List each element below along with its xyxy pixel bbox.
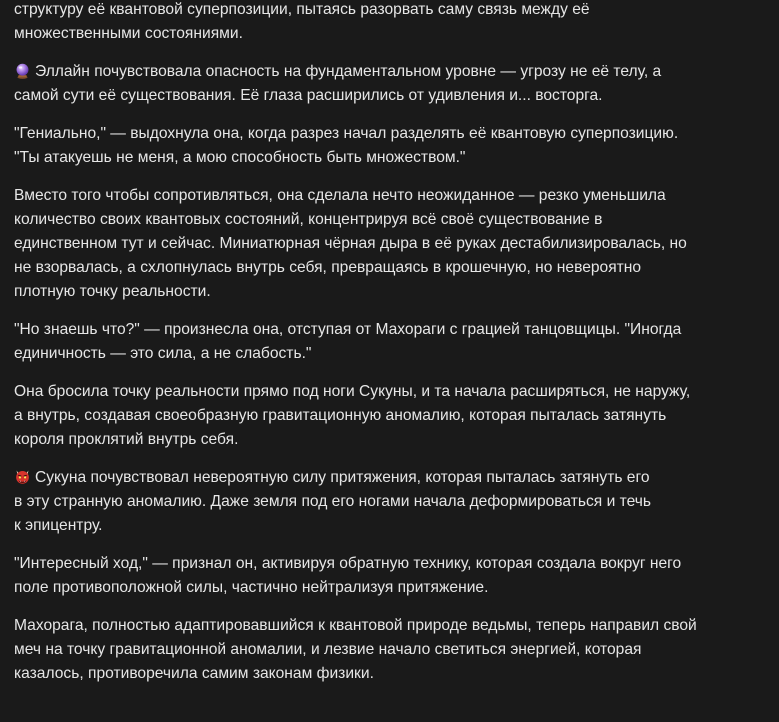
- text-line-with-icon: [14, 466, 764, 490]
- text-line: Вместо того чтобы сопротивляться, она сделала нечто неожиданное — резко уменьшила: [14, 187, 666, 204]
- text-line: "Интересный ход," — признал он, активируя обратную технику, которая создала вокруг него: [14, 555, 682, 572]
- text-line: самой сути её существования. Её глаза расширились от удивления и... восторга.: [14, 87, 603, 104]
- text-line: "Гениально," — выдохнула она, когда разрез начал разделять её квантовую суперпозицию.: [14, 125, 679, 142]
- text-line: поле противоположной силы, частично нейтрализуя притяжение.: [14, 579, 489, 596]
- text-line: единственном тут и сейчас. Миниатюрная чёрная дыра в её руках дестабилизировалась, но: [14, 235, 687, 252]
- message-paragraph: [14, 380, 764, 452]
- crystal-ball-icon: [14, 62, 31, 79]
- text-line: "Но знаешь что?" — произнесла она, отступая от Махораги с грацией танцовщицы. "Иногда: [14, 321, 682, 338]
- text-line: казалось, противоречила самим законам физики.: [14, 665, 374, 682]
- message-paragraph: [14, 60, 764, 108]
- text-line: Сукуна почувствовал невероятную силу притяжения, которая пыталась затянуть его: [35, 469, 650, 486]
- text-line: множественными состояниями.: [14, 25, 243, 42]
- text-line: количество своих квантовых состояний, концентрируя всё своё существование в: [14, 211, 603, 228]
- message-paragraph: [14, 614, 764, 686]
- text-line: единичность — это сила, а не слабость.": [14, 345, 312, 362]
- text-line: не взорвалась, а схлопнулась внутрь себя, превращаясь в крошечную, но невероятно: [14, 259, 642, 276]
- text-line: "Ты атакуешь не меня, а мою способность быть множеством.": [14, 149, 466, 166]
- text-line: плотную точку реальности.: [14, 283, 211, 300]
- message-paragraph: [14, 122, 764, 170]
- message-paragraph: [14, 318, 764, 366]
- text-line: Махорага, полностью адаптировавшийся к квантовой природе ведьмы, теперь направил свой: [14, 617, 697, 634]
- message-paragraph: [14, 0, 764, 46]
- text-line: меч на точку гравитационной аномалии, и лезвие начало светиться энергией, которая: [14, 641, 642, 658]
- text-line: Эллайн почувствовала опасность на фундаментальном уровне — угрозу не её телу, а: [35, 63, 662, 80]
- text-line: структуру её квантовой суперпозиции, пытаясь разорвать саму связь между её: [14, 1, 590, 18]
- text-line: в эту странную аномалию. Даже земля под его ногами начала деформироваться и течь: [14, 493, 651, 510]
- message-paragraph: [14, 184, 764, 304]
- text-line-with-icon: [14, 60, 764, 84]
- chat-message-body: [14, 0, 764, 700]
- text-line: к эпицентру.: [14, 517, 103, 534]
- text-line: Она бросила точку реальности прямо под ноги Сукуны, и та начала расширяться, не наружу,: [14, 383, 691, 400]
- message-paragraph: [14, 552, 764, 600]
- text-line: а внутрь, создавая своеобразную гравитационную аномалию, которая пыталась затянуть: [14, 407, 667, 424]
- text-line: короля проклятий внутрь себя.: [14, 431, 239, 448]
- ogre-icon: [14, 468, 31, 485]
- message-paragraph: [14, 466, 764, 538]
